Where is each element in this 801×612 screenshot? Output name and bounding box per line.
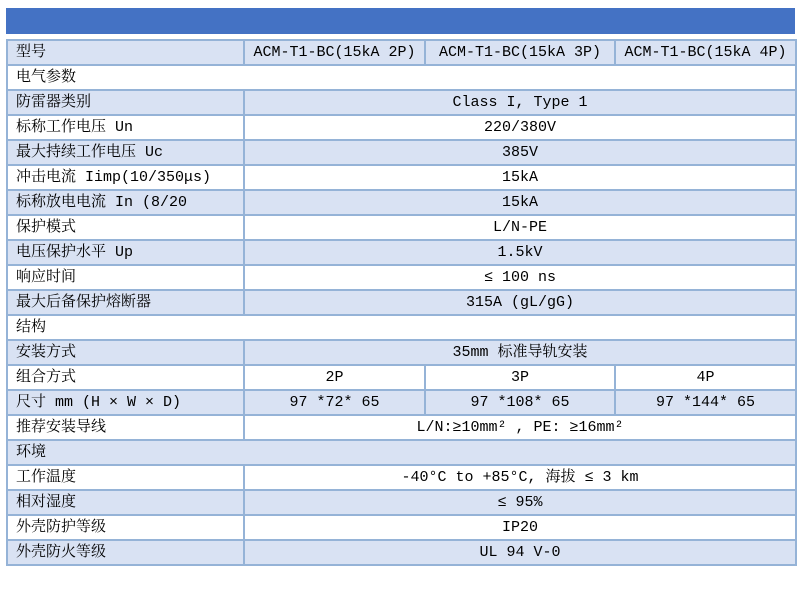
- row-combination-type: [7, 365, 796, 390]
- spec-label: 标称放电电流 In (8/20: [7, 190, 244, 215]
- row-spd-class: [7, 90, 796, 115]
- spec-value: Class I, Type 1: [244, 90, 796, 115]
- spec-value: -40°C to +85°C, 海拔 ≤ 3 km: [244, 465, 796, 490]
- spec-value: 15kA: [244, 165, 796, 190]
- spec-table: [6, 39, 797, 566]
- spec-label: 最大持续工作电压 Uc: [7, 140, 244, 165]
- spec-value: ≤ 95%: [244, 490, 796, 515]
- spec-label: 推荐安装导线: [7, 415, 244, 440]
- row-nominal-voltage-un: [7, 115, 796, 140]
- spec-label: 工作温度: [7, 465, 244, 490]
- spec-value-2p: ACM-T1-BC(15kA 2P): [244, 40, 425, 65]
- spec-label: 标称工作电压 Un: [7, 115, 244, 140]
- spec-label: 型号: [7, 40, 244, 65]
- row-operating-temperature: [7, 465, 796, 490]
- spec-value-4p: 4P: [615, 365, 796, 390]
- row-nominal-discharge-current-in: [7, 190, 796, 215]
- spec-value-2p: 2P: [244, 365, 425, 390]
- spec-label: 最大后备保护熔断器: [7, 290, 244, 315]
- row-enclosure-fire-rating: [7, 540, 796, 565]
- row-max-continuous-voltage-uc: [7, 140, 796, 165]
- spec-label: 外壳防火等级: [7, 540, 244, 565]
- spec-value-4p: ACM-T1-BC(15kA 4P): [615, 40, 796, 65]
- spec-value: UL 94 V-0: [244, 540, 796, 565]
- spec-label: 相对湿度: [7, 490, 244, 515]
- row-recommended-wire: [7, 415, 796, 440]
- spec-label: 外壳防护等级: [7, 515, 244, 540]
- spec-value: ≤ 100 ns: [244, 265, 796, 290]
- row-model: [7, 40, 796, 65]
- row-protection-mode: [7, 215, 796, 240]
- spec-label: 尺寸 mm (H × W × D): [7, 390, 244, 415]
- spec-value: 35mm 标准导轨安装: [244, 340, 796, 365]
- section-row-electrical-params: [7, 65, 796, 90]
- spec-value-3p: 97 *108* 65: [425, 390, 615, 415]
- section-title: 电气参数: [7, 65, 796, 90]
- spec-value: IP20: [244, 515, 796, 540]
- spec-value: 315A (gL/gG): [244, 290, 796, 315]
- spec-value-3p: 3P: [425, 365, 615, 390]
- spec-label: 防雷器类别: [7, 90, 244, 115]
- spec-label: 电压保护水平 Up: [7, 240, 244, 265]
- spec-value: L/N-PE: [244, 215, 796, 240]
- spec-value-4p: 97 *144* 65: [615, 390, 796, 415]
- spec-value: 1.5kV: [244, 240, 796, 265]
- section-row-structure: [7, 315, 796, 340]
- spec-value: 220/380V: [244, 115, 796, 140]
- row-enclosure-protection-rating: [7, 515, 796, 540]
- row-voltage-protection-level-up: [7, 240, 796, 265]
- spec-label: 保护模式: [7, 215, 244, 240]
- section-title: 环境: [7, 440, 796, 465]
- row-relative-humidity: [7, 490, 796, 515]
- spec-label: 响应时间: [7, 265, 244, 290]
- spec-value: L/N:≥10mm² , PE: ≥16mm²: [244, 415, 796, 440]
- spec-value: 15kA: [244, 190, 796, 215]
- row-impulse-current-iimp: [7, 165, 796, 190]
- row-max-backup-fuse: [7, 290, 796, 315]
- row-dimensions: [7, 390, 796, 415]
- spec-value: 385V: [244, 140, 796, 165]
- table-title-bar: [6, 8, 795, 34]
- section-title: 结构: [7, 315, 796, 340]
- spec-value-2p: 97 *72* 65: [244, 390, 425, 415]
- spec-label: 冲击电流 Iimp(10/350μs): [7, 165, 244, 190]
- row-mounting-method: [7, 340, 796, 365]
- section-row-environment: [7, 440, 796, 465]
- spec-value-3p: ACM-T1-BC(15kA 3P): [425, 40, 615, 65]
- spec-label: 安装方式: [7, 340, 244, 365]
- spec-label: 组合方式: [7, 365, 244, 390]
- row-response-time: [7, 265, 796, 290]
